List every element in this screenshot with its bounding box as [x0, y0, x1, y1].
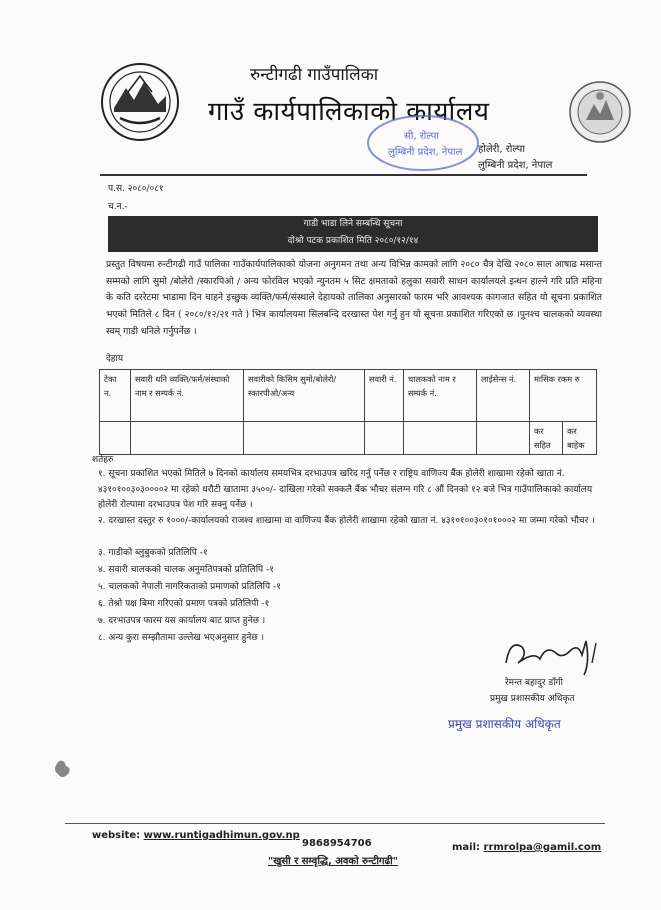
condition-item: ७. दरभाउपत्र फारम यस कार्यालय बाट प्राप्त हुनेछ । — [98, 616, 266, 626]
notice-title: गाडी भाडा लिने सम्बन्धि सूचना — [303, 219, 403, 229]
ink-smudge-icon — [52, 758, 76, 780]
condition-item: ८. अन्य कुरा सम्झौतामा उल्लेख भएअनुसार हुनेछ । — [98, 633, 265, 643]
reference-number: प.स. २०८०/०८१ — [108, 184, 164, 194]
signatory-stamp: प्रमुख प्रशासकीय अधिकृत — [448, 717, 561, 731]
notice-banner — [108, 216, 598, 252]
signatory-title: प्रमुख प्रशासकीय अधिकृत — [490, 694, 575, 704]
col-license: लाईसेन्स नं. — [477, 370, 530, 422]
condition-item: २. दरखास्त दस्तुर रु १०००/-कार्यालयको राजश्व शाखामा वा वाणिज्य बैंक होलेरी शाखामा रहेको खाता नं. ४३१०१००३०१०१०००२ मा जम्मा गरेको भौचर । — [98, 516, 595, 526]
condition-item: १. सूचना प्रकाशित भएको मितिले ७ दिनको कार्यालय समयभित्र दरभाउपत्र खरिद गर्नु पर्नेछ र राष्ट्रिय वाणिज्य बैंक होलेरी शाखामा रहेको खाता नं. ४३१०१००३०३००००२ मा रहेको धरौटी खातामा ३५००/- दाखिला गरेको सक्कलै बैंक भौचर संलग्न गरि ८ औं दिनको १२ बजे भित्र गाउँपालिकाको कार्यालय होलेरी रोल्पामा दरभाउपत्र पेश गरि सक्नु पर्नेछ । — [98, 469, 593, 511]
footer-mail — [452, 842, 601, 853]
vehicle-table — [99, 369, 597, 455]
stamp-text-2: लुम्बिनी प्रदेश, नेपाल — [388, 147, 463, 158]
col-with-tax: कर सहित — [530, 422, 563, 455]
org-name: रुन्टीगढी गाउँपालिका — [250, 65, 379, 85]
footer-phone: 9868954706 — [302, 838, 372, 849]
condition-item: ५. चालकको नेपाली नागरिकताको प्रमाणको प्रतिलिपि -१ — [98, 582, 281, 592]
municipality-seal-icon — [568, 80, 632, 144]
notice-body: प्रस्तुत विषयमा रुन्टीगढी गाउँ पालिका गाउँकार्यपालिकाको योजना अनुगमन तथा अन्य विभिन्न कामको लागि २०८० चैत्र देखि २०८० साल आषाढ मसान्त सम्मको लागि सुमो /बोलेरो /स्कारपिओ / अन्य फोरविल भएको न्युनतम ५ सिट क्षमताको हलुका सवारी साधन कार्यालयले इन्धन हाल्ने गरि प्रति महिना के कति दररेटमा भाडामा दिन चाहने इच्छुक व्यक्ति/फर्म/संस्थाले देहायको तालिका अनुसारको फारम भरि आवश्यक कागजात सहित यो सूचना प्रकाशित भएको मितिले ८ दिन ( २०८०/१२/२१ गते ) भित्र कार्यालयमा सिलबन्दि दरखास्त पेश गर्नु हुन यो सूचना प्रकाशित गरिएको छ ।पुनश्च चालकको व्यवस्था स्वम् गाडी धनिले गर्नुपर्नेछ । — [106, 259, 602, 337]
condition-item: ४. सवारी चालकको चालक अनुमतिपत्रको प्रतिलिपि -१ — [98, 565, 274, 575]
table-row — [100, 422, 597, 455]
government-emblem-icon — [100, 62, 180, 142]
signature-icon — [500, 633, 610, 677]
conditions-label: शर्तहरु — [92, 455, 114, 465]
col-vehicle-no: सवारी नं. — [365, 370, 404, 422]
detail-label: देहाय — [106, 354, 124, 364]
footer-slogan: "खुसी र सम्वृद्धि, अवको रुन्टीगढी" — [268, 856, 398, 867]
website-link[interactable]: www.runtigadhimun.gov.np — [143, 830, 300, 841]
signatory-name: रेमन्त बहादुर डाँगी — [505, 678, 563, 688]
condition-item: ६. तेश्रो पक्ष बिमा गरिएको प्रमाण पत्रको प्रतिलिपी -१ — [98, 599, 270, 609]
footer-website — [92, 830, 300, 841]
col-serial: टेका न. — [100, 370, 131, 422]
condition-item: ३. गाडीको ब्लुबुकको प्रतिलिपि -१ — [98, 548, 208, 558]
office-stamp-icon — [366, 113, 481, 173]
col-without-tax: कर बाहेक — [563, 422, 597, 455]
address-line-1: होलेरी, रोल्पा — [478, 144, 525, 155]
office-title: गाउँ कार्यपालिकाको कार्यालय — [208, 97, 490, 127]
notice-subtitle: दोश्रो पटक प्रकाशित मिति २०८०/१२/१४ — [287, 236, 419, 246]
footer-divider — [65, 823, 605, 824]
mail-label: mail: — [452, 842, 481, 853]
col-owner: सवारी धनि व्यक्ति/फर्म/संस्थाको नाम र सम्पर्क नं. — [131, 370, 244, 422]
mail-address[interactable]: rrmrolpa@gamil.com — [483, 842, 602, 853]
table-header-row — [100, 370, 597, 422]
address-line-2: लुम्बिनी प्रदेश, नेपाल — [478, 160, 553, 171]
col-vehicle-type: सवारीको किसिम सुमो/बोलेरो/स्कारपीओ/अन्य — [244, 370, 365, 422]
col-monthly-amount: मासिक रकम रु — [530, 370, 597, 422]
website-label: website: — [92, 830, 141, 841]
dispatch-number: च.न.- — [108, 202, 128, 212]
header-divider — [100, 174, 587, 176]
stamp-text-1: सी, रोल्पा — [404, 131, 439, 142]
col-driver: चालकको नाम र सम्पर्क नं. — [404, 370, 477, 422]
